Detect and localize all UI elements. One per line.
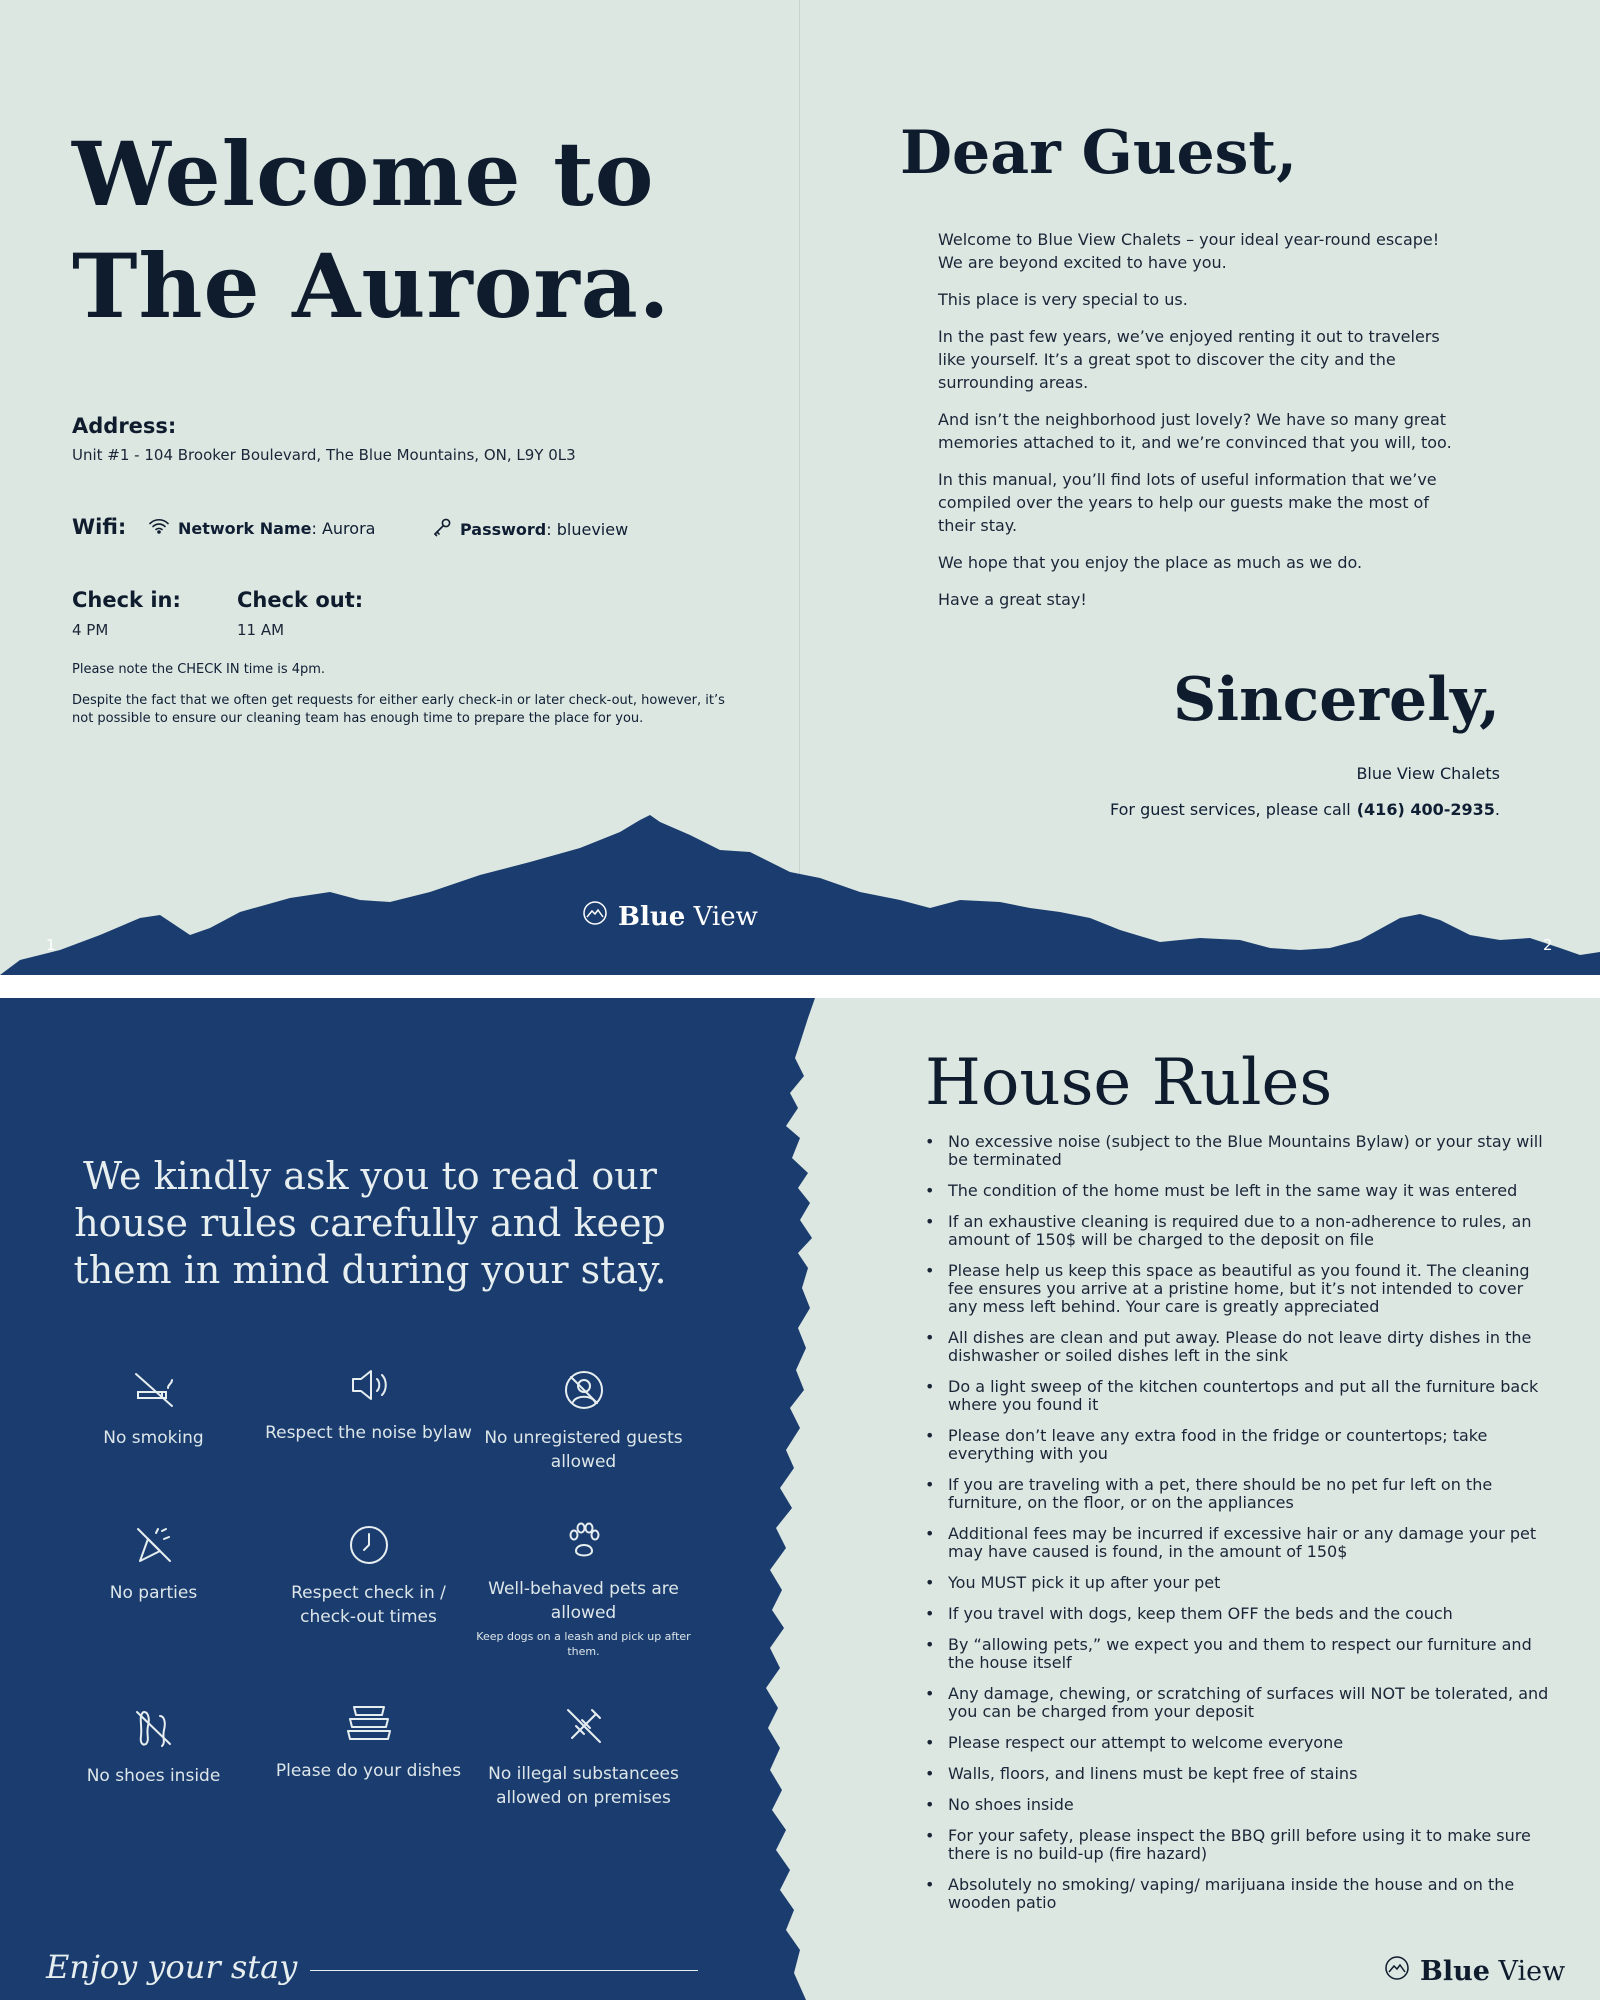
check-in-value: 4 PM	[72, 621, 109, 639]
no-drugs-icon	[476, 1704, 691, 1748]
rule-item: • Absolutely no smoking/ vaping/ marijuana inside the house and on the wooden patio	[925, 1876, 1555, 1912]
letter-greeting: Dear Guest,	[900, 118, 1298, 188]
address-label: Address:	[72, 414, 177, 438]
rule-check-times	[261, 1523, 476, 1629]
password-label: Password	[460, 519, 547, 539]
letter-paragraph: In this manual, you’ll find lots of useful information that we’ve compiled over the years to help our guests make the most of their stay.	[938, 470, 1437, 535]
mountain-silhouette	[0, 800, 1600, 975]
letter-signature: Blue View Chalets	[1356, 764, 1500, 783]
speaker-icon	[261, 1363, 476, 1407]
no-shoes-icon	[46, 1706, 261, 1750]
rule-label: Please do your dishes	[275, 1761, 462, 1781]
rule-label: Respect the noise bylaw	[265, 1423, 472, 1443]
welcome-title-line1: Welcome to	[72, 122, 655, 226]
check-out-value: 11 AM	[237, 621, 285, 639]
rule-label: No smoking	[103, 1428, 204, 1448]
password-value: : blueview	[546, 519, 629, 539]
rule-label: No unregistered guests allowed	[484, 1428, 683, 1472]
wifi-password	[432, 517, 628, 541]
rule-pets	[476, 1519, 691, 1659]
rule-label: No illegal substancees allowed on premises	[488, 1764, 679, 1808]
brand-name-regular: View	[693, 901, 758, 932]
rule-no-parties	[46, 1523, 261, 1605]
guest-services-phone: (416) 400-2935	[1356, 800, 1495, 819]
brand-name-regular: View	[1498, 1956, 1566, 1987]
page-divider	[799, 0, 800, 890]
no-guests-icon	[476, 1368, 691, 1412]
rule-no-drugs	[476, 1704, 691, 1810]
page-number: 2	[1543, 936, 1553, 954]
rule-item: • If you are traveling with a pet, there should be no pet fur left on the furniture, on the floor, or on the appliances	[925, 1476, 1555, 1512]
wifi-network	[148, 517, 375, 539]
rule-item: • Please respect our attempt to welcome everyone	[925, 1734, 1555, 1752]
page-number: 1	[46, 936, 56, 954]
rule-noise	[261, 1363, 476, 1445]
rule-item: • If an exhaustive cleaning is required due to a non-adherence to rules, an amount of 150$ will be charged to the deposit on file	[925, 1213, 1555, 1249]
letter-body	[938, 228, 1468, 625]
rule-label: No shoes inside	[86, 1766, 221, 1786]
wifi-label: Wifi:	[72, 515, 127, 539]
dishes-icon	[261, 1701, 476, 1745]
clock-icon	[261, 1523, 476, 1567]
house-rules-intro: We kindly ask you to read our house rules carefully and keep them in mind during your stay.	[73, 1154, 667, 1292]
rule-no-shoes	[46, 1706, 261, 1788]
rule-item: • By “allowing pets,” we expect you and them to respect our furniture and the house itself	[925, 1636, 1555, 1672]
rule-item: • Any damage, chewing, or scratching of surfaces will NOT be tolerated, and you can be charged from your deposit	[925, 1685, 1555, 1721]
welcome-title-line2: The Aurora.	[72, 234, 671, 338]
rule-label: Well-behaved pets are allowed	[488, 1579, 679, 1623]
brand-logo-top	[582, 900, 758, 933]
enjoy-divider-line	[310, 1970, 698, 1971]
letter-paragraph: Have a great stay!	[938, 590, 1087, 609]
rule-no-smoking	[46, 1368, 261, 1450]
rule-no-guests	[476, 1368, 691, 1474]
rule-item: • You MUST pick it up after your pet	[925, 1574, 1555, 1592]
no-parties-icon	[46, 1523, 261, 1567]
enjoy-your-stay: Enjoy your stay	[46, 1948, 298, 1986]
brand-name-bold: Blue	[618, 901, 686, 932]
rule-item: • Please don’t leave any extra food in the fridge or countertops; take everything with you	[925, 1427, 1555, 1463]
rule-item: • Do a light sweep of the kitchen countertops and put all the furniture back where you found it	[925, 1378, 1555, 1414]
rule-dishes	[261, 1701, 476, 1783]
phone-suffix: .	[1494, 800, 1500, 819]
wifi-icon	[148, 517, 170, 539]
rule-item: • No excessive noise (subject to the Blue Mountains Bylaw) or your stay will be terminated	[925, 1133, 1555, 1169]
top-spread	[0, 0, 1600, 975]
rule-item: • Additional fees may be incurred if excessive hair or any damage your pet may have caused is found, in the amount of 150$	[925, 1525, 1555, 1561]
paw-icon	[476, 1519, 691, 1563]
torn-blue-panel	[0, 998, 820, 2000]
check-in-note: Please note the CHECK IN time is 4pm.	[72, 662, 326, 677]
house-rules-title: House Rules	[925, 1046, 1333, 1120]
check-in-label: Check in:	[72, 588, 181, 612]
rule-item: • The condition of the home must be left in the same way it was entered	[925, 1182, 1555, 1200]
check-out-label: Check out:	[237, 588, 364, 612]
brand-name-bold: Blue	[1420, 1956, 1490, 1987]
rule-item: • Walls, floors, and linens must be kept free of stains	[925, 1765, 1555, 1783]
rule-item: • All dishes are clean and put away. Please do not leave dirty dishes in the dishwasher or soiled dishes left in the sink	[925, 1329, 1555, 1365]
address-value: Unit #1 - 104 Brooker Boulevard, The Blue Mountains, ON, L9Y 0L3	[72, 446, 576, 464]
network-name-value: : Aurora	[311, 518, 376, 538]
key-icon	[432, 517, 452, 541]
rule-label: No parties	[109, 1583, 198, 1603]
network-name-label: Network Name	[178, 518, 312, 538]
letter-paragraph: Welcome to Blue View Chalets – your ideal year-round escape! We are beyond excited to have you.	[938, 230, 1440, 272]
letter-paragraph: And isn’t the neighborhood just lovely? We have so many great memories attached to it, and we’re convinced that you will, too.	[938, 410, 1452, 452]
rule-item: • For your safety, please inspect the BBQ grill before using it to make sure there is no build-up (fire hazard)	[925, 1827, 1555, 1863]
brand-logo-bottom	[1384, 1955, 1565, 1988]
guest-services-text: For guest services, please call	[1109, 800, 1351, 819]
brand-mountain-icon	[582, 900, 608, 933]
rule-sublabel: Keep dogs on a leash and pick up after them.	[476, 1630, 691, 1658]
letter-closing: Sincerely,	[1172, 665, 1500, 735]
rule-item: • Please help us keep this space as beautiful as you found it. The cleaning fee ensures you arrive at a pristine home, but it’s not intended to cover any mess left behind. Your care is greatly appreciated	[925, 1262, 1555, 1316]
letter-paragraph: In the past few years, we’ve enjoyed renting it out to travelers like yourself. It’s a great spot to discover the city and the surrounding areas.	[938, 327, 1440, 392]
rule-label: Respect check in / check-out times	[291, 1583, 446, 1627]
letter-paragraph: We hope that you enjoy the place as much as we do.	[938, 553, 1363, 572]
brand-mountain-icon	[1384, 1955, 1410, 1988]
welcome-title	[72, 118, 670, 342]
letter-paragraph: This place is very special to us.	[938, 290, 1188, 309]
rule-item: • If you travel with dogs, keep them OFF the beds and the couch	[925, 1605, 1555, 1623]
rule-item: • No shoes inside	[925, 1796, 1555, 1814]
house-rules-list	[925, 1133, 1555, 1925]
no-smoking-icon	[46, 1368, 261, 1412]
check-out-note: Despite the fact that we often get requests for either early check-in or later check-out, however, it’s not possible to ensure our cleaning team has enough time to prepare the place for you.	[72, 693, 725, 726]
bottom-spread	[0, 998, 1600, 2000]
